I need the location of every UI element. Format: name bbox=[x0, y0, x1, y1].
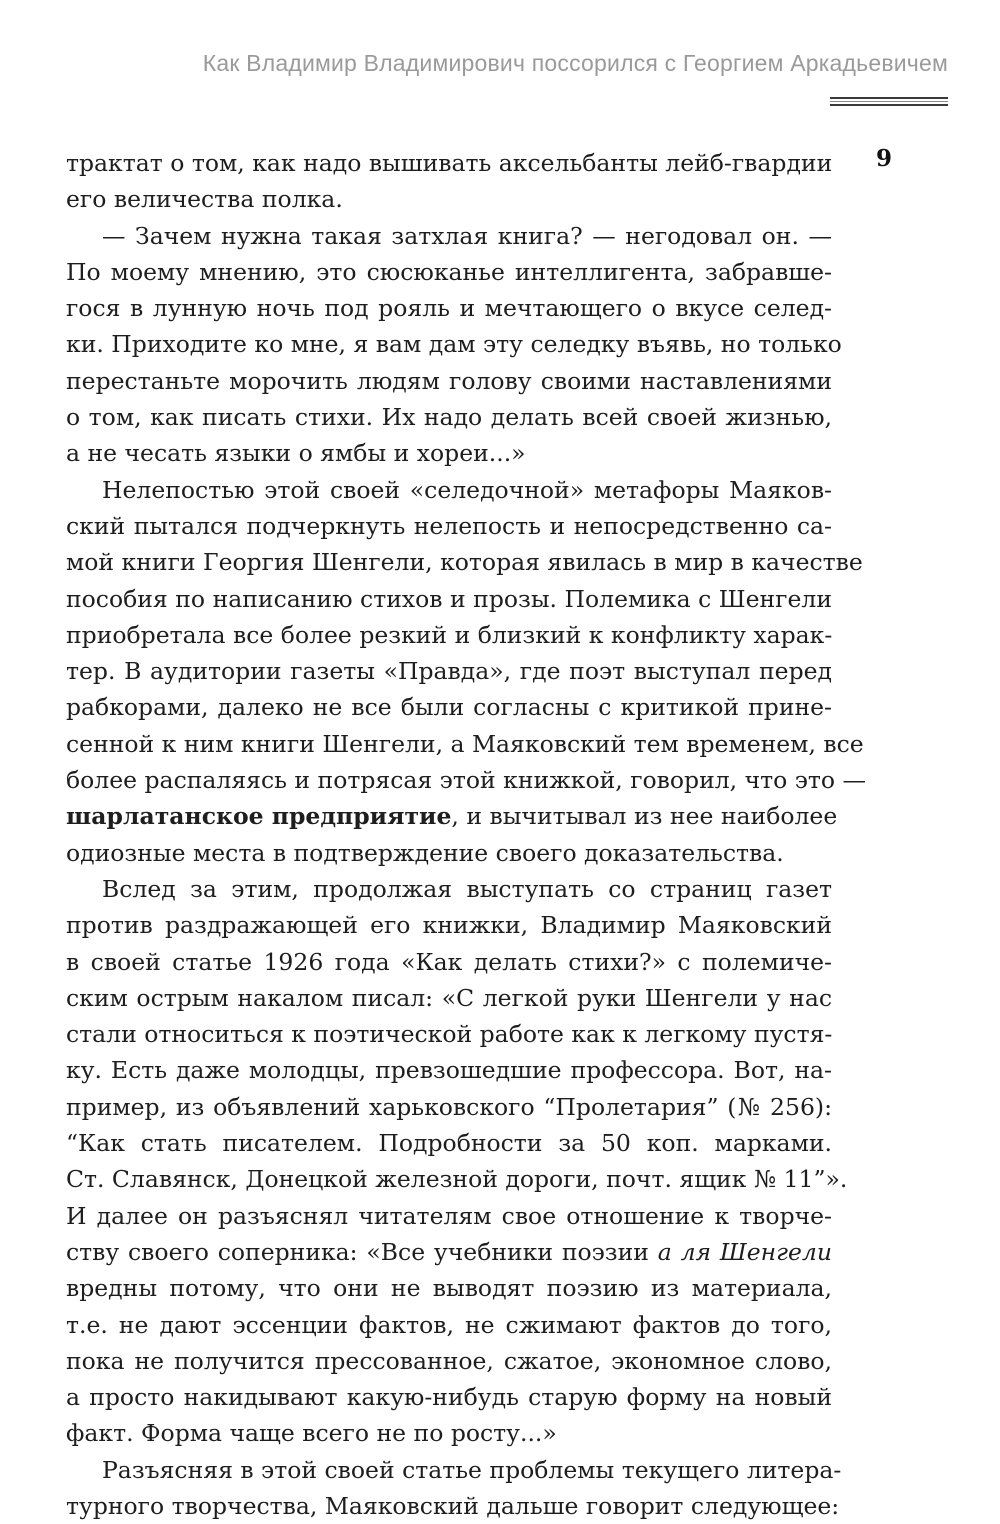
line-text: Нелепостью этой своей «селедочной» метафоры Маяков- bbox=[102, 475, 832, 504]
text-line bbox=[66, 1161, 848, 1197]
line-text: против раздражающей его книжки, Владимир Маяковский bbox=[66, 911, 832, 940]
header-rule bbox=[830, 97, 948, 106]
line-text: “Как стать писателем. Подробности за 50 коп. марками. bbox=[66, 1129, 832, 1158]
line-text: пока не получится прессованное, сжатое, экономное слово, bbox=[66, 1346, 832, 1375]
line-text: одиозные места в подтверждение своего доказательства. bbox=[66, 838, 784, 867]
text-line bbox=[66, 1234, 832, 1270]
text-line bbox=[66, 1415, 832, 1451]
text-line bbox=[66, 581, 832, 617]
text-line bbox=[66, 871, 832, 907]
text-line bbox=[66, 544, 863, 580]
text-line bbox=[66, 1379, 832, 1415]
text-line bbox=[66, 1343, 832, 1379]
line-text: ки. Приходите ко мне, я вам дам эту селедку въявь, но только bbox=[66, 330, 842, 359]
line-text: — Зачем нужна такая затхлая книга? — негодовал он. — bbox=[102, 221, 832, 250]
line-text: Разъясняя в этой своей статье проблемы текущего литера- bbox=[102, 1455, 842, 1484]
text-line bbox=[66, 508, 832, 544]
line-text: т.е. не дают эссенции фактов, не сжимают фактов до того, bbox=[66, 1310, 832, 1339]
line-text: более распаляясь и потрясая этой книжкой, говорил, что это — bbox=[66, 766, 867, 795]
italic-phrase: а ля Шенгели bbox=[657, 1237, 832, 1266]
line-text: , и вычитывал из нее наиболее bbox=[451, 802, 838, 831]
line-text: вредны потому, что они не выводят поэзию из материала, bbox=[66, 1274, 832, 1303]
line-text: факт. Форма чаще всего не по росту...» bbox=[66, 1419, 557, 1448]
text-line bbox=[66, 472, 832, 508]
line-text: трактат о том, как надо вышивать аксельбанты лейб-гвардии bbox=[66, 149, 833, 177]
line-text: тер. В аудитории газеты «Правда», где поэт выступал перед bbox=[66, 657, 832, 686]
line-text: пример, из объявлений харьковского “Пролетария” (№ 256): bbox=[66, 1092, 832, 1121]
text-line bbox=[66, 907, 832, 943]
line-text: ству своего соперника: «Все учебники поэзии bbox=[66, 1237, 658, 1266]
line-text: а просто накидывают какую-нибудь старую форму на новый bbox=[66, 1383, 832, 1412]
line-text: ский пытался подчеркнуть нелепость и непосредственно са- bbox=[66, 511, 832, 540]
line-text: По моему мнению, это сюсюканье интеллигента, забравше- bbox=[66, 257, 832, 286]
text-line bbox=[66, 181, 832, 217]
line-text: турного творчества, Маяковский дальше говорит следующее: bbox=[66, 1491, 840, 1520]
text-line bbox=[66, 617, 832, 653]
text-line bbox=[66, 435, 832, 471]
line-text: мой книги Георгия Шенгели, которая явилась в мир в качестве bbox=[66, 548, 863, 577]
text-line bbox=[66, 798, 838, 834]
text-line bbox=[66, 218, 832, 254]
text-line bbox=[66, 944, 832, 980]
line-text: ским острым накалом писал: «С легкой руки Шенгели у нас bbox=[66, 983, 832, 1012]
page-number: 9 bbox=[876, 145, 893, 172]
line-text: пособия по написанию стихов и прозы. Полемика с Шенгели bbox=[66, 584, 832, 613]
line-text: гося в лунную ночь под рояль и мечтающего о вкусе селед- bbox=[66, 294, 832, 323]
body-text bbox=[66, 145, 867, 1524]
text-line bbox=[66, 1488, 840, 1524]
text-line bbox=[66, 1198, 832, 1234]
line-text: сенной к ним книги Шенгели, а Маяковский тем временем, все bbox=[66, 729, 864, 758]
line-text: стали относиться к поэтической работе как к легкому пустя- bbox=[66, 1020, 833, 1049]
text-line bbox=[66, 363, 832, 399]
text-line bbox=[66, 835, 832, 871]
line-text: ку. Есть даже молодцы, превзошедшие профессора. Вот, на- bbox=[66, 1056, 832, 1085]
line-text: рабкорами, далеко не все были согласны с критикой прине- bbox=[66, 693, 832, 722]
line-text: его величества полка. bbox=[66, 185, 343, 214]
text-line bbox=[66, 1270, 832, 1306]
text-line bbox=[66, 1307, 832, 1343]
text-line bbox=[66, 290, 832, 326]
text-line bbox=[66, 762, 867, 798]
line-text: Ст. Славянск, Донецкой железной дороги, почт. ящик № 11”». bbox=[66, 1165, 848, 1194]
text-line bbox=[66, 980, 832, 1016]
line-text: Вслед за этим, продолжая выступать со страниц газет bbox=[102, 874, 832, 903]
text-line bbox=[66, 1452, 842, 1488]
text-line bbox=[66, 1016, 832, 1052]
text-line bbox=[66, 254, 832, 290]
running-title: Как Владимир Владимирович поссорился с Георгием Аркадьевичем bbox=[202, 50, 948, 76]
text-line bbox=[66, 1125, 832, 1161]
text-line bbox=[66, 145, 832, 181]
text-line bbox=[66, 1089, 832, 1125]
line-text: приобретала все более резкий и близкий к конфликту харак- bbox=[66, 620, 833, 649]
bold-phrase: шарлатанское предприятие bbox=[66, 802, 452, 831]
text-line bbox=[66, 399, 832, 435]
text-line bbox=[66, 1052, 832, 1088]
text-line bbox=[66, 726, 864, 762]
line-text: а не чесать языки о ямбы и хореи...» bbox=[66, 439, 526, 468]
text-line bbox=[66, 326, 842, 362]
line-text: перестаньте морочить людям голову своими наставлениями bbox=[66, 366, 832, 395]
line-text: в своей статье 1926 года «Как делать стихи?» с полемиче- bbox=[66, 947, 832, 976]
text-line bbox=[66, 689, 832, 725]
line-text: о том, как писать стихи. Их надо делать всей своей жизнью, bbox=[66, 403, 832, 432]
text-line bbox=[66, 653, 832, 689]
line-text: И далее он разъяснял читателям свое отношение к творче- bbox=[66, 1201, 832, 1230]
